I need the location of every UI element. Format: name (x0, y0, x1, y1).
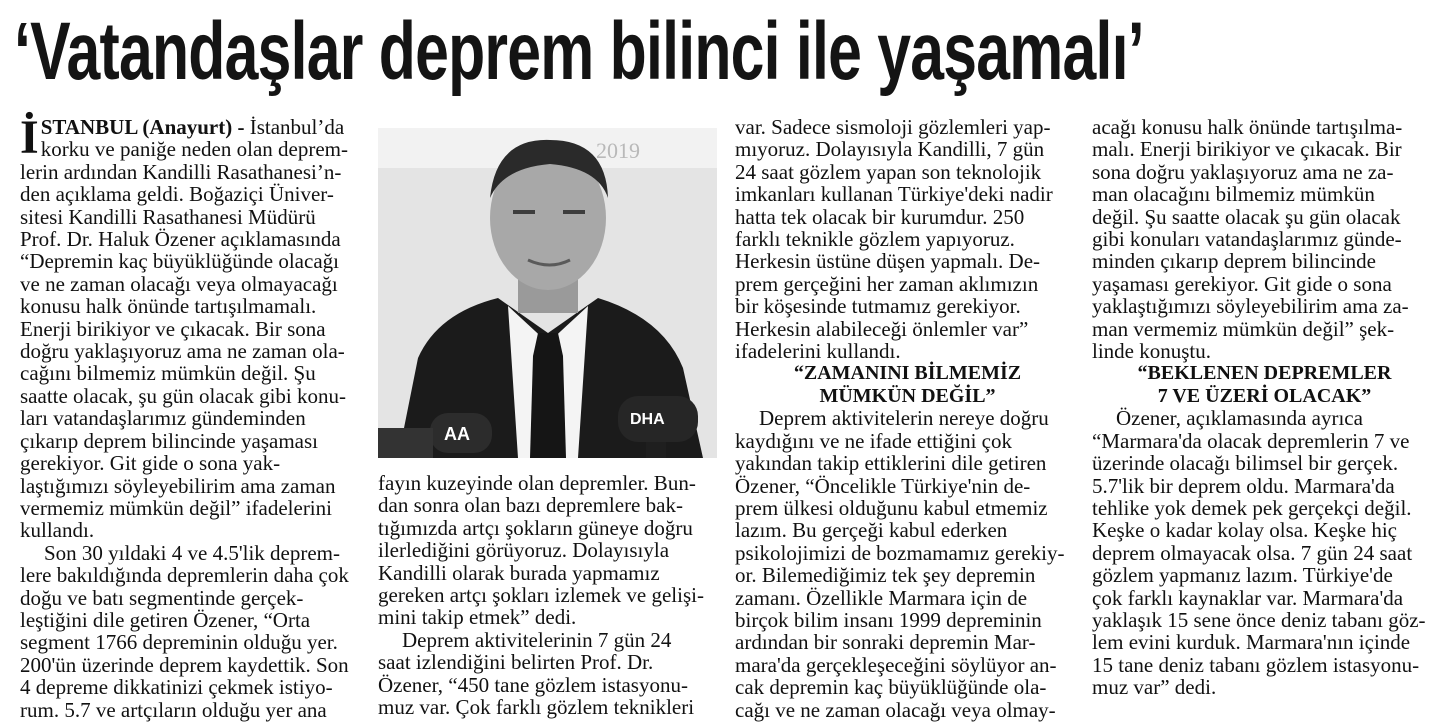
text-line: linde konuştu. (1092, 339, 1211, 364)
text-line: 24 saat gözlem yapan son teknolojik (735, 159, 1042, 184)
subheading-line: 7 VE ÜZERİ OLACAK” (1157, 384, 1372, 407)
text-line: Keşke o kadar kolay olsa. Keşke hiç (1092, 518, 1397, 543)
text-line: yakından takip ettiklerini dile getiren (735, 451, 1047, 476)
text-line: yaklaşık 15 sene önce deniz tabanı göz- (1092, 607, 1426, 632)
text-line: doğu ve batı segmentinde gerçek- (20, 585, 304, 610)
text-line: or. Bilemediğimiz tek şey depremin (735, 563, 1036, 588)
paragraph (1092, 407, 1437, 698)
text-line: man olacağını bilmemiz mümkün (1092, 182, 1375, 207)
text-line: mini takip etmek” dedi. (378, 605, 577, 630)
article-column-4 (1092, 116, 1437, 699)
text-line: farklı teknikle gözlem yapıyoruz. (735, 227, 1015, 252)
backdrop-text: 2019 (596, 138, 640, 163)
text-line: den açıklama geldi. Boğaziçi Üniver- (20, 182, 334, 207)
text-line: dan sonra olan bazı depremlere bak- (378, 493, 683, 518)
text-line: değil. Şu saatte olacak şu gün olacak (1092, 204, 1401, 229)
text-line: fayın kuzeyinde olan depremler. Bun- (378, 471, 696, 495)
subheading-line: “BEKLENEN DEPREMLER (1137, 362, 1392, 385)
text-line: ardından bir sonraki depremin Mar- (735, 630, 1036, 655)
text-line: saatte olacak, şu gün olacak gibi konu- (20, 383, 346, 408)
text-line: 5.7'lik bir deprem oldu. Marmara'da (1092, 473, 1395, 498)
text-line: Herkesin alabileceği önlemler var” (735, 316, 1029, 341)
text-line: ları vatandaşlarımız gündeminden (20, 406, 306, 431)
headline: ‘Vatandaşlar deprem bilinci ile yaşamalı’ (14, 6, 1144, 97)
press-conference-photo (378, 128, 717, 458)
text-line: Son 30 yıldaki 4 ve 4.5'lik deprem- (44, 540, 340, 565)
paragraph (1092, 116, 1437, 362)
text-line: Özener, açıklamasında ayrıca (1116, 406, 1363, 431)
text-line: Enerji birikiyor ve çıkacak. Bir sona (20, 316, 326, 341)
text-line: lem evini kurduk. Marmara'nın içinde (1092, 630, 1411, 655)
text-line: Kandilli olarak burada yapmamız (378, 560, 660, 585)
text-line: acağı konusu halk önünde tartışılma- (1092, 115, 1403, 139)
text-line: tığımızda artçı şokların güneye doğru (378, 515, 693, 540)
text-line: Deprem aktivitelerinin 7 gün 24 (402, 627, 672, 652)
text-line: Özener, “Öncelikle Türkiye'nin de- (735, 473, 1031, 498)
text-line: muz var. Çok farklı gözlem teknikleri (378, 695, 695, 720)
text-line: gereken artçı şokları izlemek ve gelişi- (378, 583, 704, 608)
text-line: gibi konuları vatandaşlarımız günde- (1092, 227, 1402, 252)
subheading-line: MÜMKÜN DEĞİL” (819, 384, 996, 407)
article-column-1 (20, 111, 365, 722)
text-line: yaklaştığımızı söyleyebilirim ama za- (1092, 294, 1409, 319)
text-line: sitesi Kandilli Rasathanesi Müdürü (20, 204, 316, 229)
text-line: İstanbul’da (244, 115, 345, 139)
text-line: 200'ün üzerinde deprem kaydettik. Son (20, 652, 349, 677)
text-line: konusu halk önünde tartışılmamalı. (20, 294, 317, 319)
text-line: ve ne zaman olacağı veya olmayacağı (20, 271, 338, 296)
paragraph (735, 116, 1080, 362)
text-line: Özener, “450 tane gözlem istasyonu- (378, 672, 688, 697)
text-line: malı. Enerji birikiyor ve çıkacak. Bir (1092, 137, 1402, 162)
text-line: cak depremin kaç büyüklüğünde ola- (735, 675, 1047, 700)
text-line: “Marmara'da olacak depremlerin 7 ve (1092, 428, 1410, 453)
text-line: doğru yaklaşıyoruz ama ne zaman ola- (20, 339, 345, 364)
text-line: tehlike yok demek pek gerçekçi değil. (1092, 495, 1412, 520)
mic-logo-left: AA (444, 424, 470, 444)
text-line: Herkesin üstüne düşen yapmalı. De- (735, 249, 1041, 274)
text-line: lere bakıldığında depremlerin daha çok (20, 563, 349, 588)
mic-logo-right: DHA (630, 411, 665, 428)
text-line: imkanları kullanan Türkiye'deki nadir (735, 182, 1053, 207)
paragraph (735, 407, 1080, 721)
text-line: üzerinde olacağı bilimsel bir gerçek. (1092, 451, 1399, 476)
portrait-illustration (378, 128, 717, 458)
text-line: vermemiz mümkün değil” ifadelerini (20, 495, 332, 520)
text-line: minden çıkarıp deprem bilincinde (1092, 249, 1376, 274)
text-line: çıkarıp deprem bilincinde yaşaması (20, 428, 318, 453)
lead-paragraph (20, 111, 365, 722)
dateline: STANBUL (Anayurt) - (40, 115, 245, 139)
text-line: man vermemiz mümkün değil” şek- (1092, 316, 1395, 341)
text-line: deprem olmayacak olsa. 7 gün 24 saat (1092, 540, 1413, 565)
drop-cap: İ (20, 111, 39, 164)
subheading-line: “ZAMANINI BİLMEMİZ (793, 362, 1022, 385)
text-line: psikolojimizi de bozmamamız gerekiy- (735, 540, 1065, 565)
text-line: Deprem aktivitelerin nereye doğru (759, 406, 1049, 431)
text-line: rum. 5.7 ve artçıların olduğu yer ana (20, 697, 327, 722)
text-line: muz var” dedi. (1092, 675, 1217, 700)
text-line: saat izlendiğini belirten Prof. Dr. (378, 650, 654, 675)
text-line: birçok bilim insanı 1999 depreminin (735, 607, 1042, 632)
section-subheading (735, 362, 1080, 407)
text-line: gerekiyor. Git gide o sona yak- (20, 451, 281, 476)
text-line: zamanı. Özellikle Marmara için de (735, 585, 1028, 610)
text-line: laştığımızı söyleyebilirim ama zaman (20, 473, 336, 498)
text-line: ifadelerini kullandı. (735, 339, 901, 364)
text-line: 4 depreme dikkatinizi çekmek istiyo- (20, 675, 333, 700)
text-line: hatta tek olacak bir kurumdur. 250 (735, 204, 1025, 229)
text-line: prem ülkesi olduğunu kabul etmemiz (735, 495, 1048, 520)
section-subheading (1092, 362, 1437, 407)
text-line: “Depremin kaç büyüklüğünde olacağı (20, 249, 339, 274)
text-line: bir köşesinde tutmamız gerekiyor. (735, 294, 1021, 319)
text-line: mara'da gerçekleşeceğini söylüyor an- (735, 652, 1057, 677)
text-line: ilerlediğini görüyoruz. Dolayısıyla (378, 538, 670, 563)
text-line: leştiğini dile getiren Özener, “Orta (20, 607, 311, 632)
text-line: prem gerçeğini her zaman aklımızın (735, 271, 1039, 296)
text-line: kaydığını ve ne ifade ettiğini çok (735, 428, 1012, 453)
article-column-2 (378, 472, 723, 718)
text-line: lazım. Bu gerçeği kabul ederken (735, 518, 1008, 543)
text-line: sona doğru yaklaşıyoruz ama ne za- (1092, 159, 1394, 184)
text-line: korku ve paniğe neden olan deprem- (40, 137, 348, 162)
paragraph (378, 472, 723, 718)
text-line: var. Sadece sismoloji gözlemleri yap- (735, 115, 1051, 139)
text-line: kullandı. (20, 518, 95, 543)
text-line: cağı ve ne zaman olacağı veya olmay- (735, 697, 1056, 722)
article-column-3 (735, 116, 1080, 721)
text-line: gözlem yapmanız lazım. Türkiye'de (1092, 563, 1393, 588)
text-line: lerin ardından Kandilli Rasathanesi’n- (20, 159, 342, 184)
text-line: 15 tane deniz tabanı gözlem istasyonu- (1092, 652, 1420, 677)
text-line: çok farklı kaynaklar var. Marmara'da (1092, 585, 1404, 610)
text-line: segment 1766 depreminin olduğu yer. (20, 630, 338, 655)
text-line: cağını bilmemiz mümkün değil. Şu (20, 361, 316, 386)
text-line: Prof. Dr. Haluk Özener açıklamasında (20, 227, 341, 252)
text-line: mıyoruz. Dolayısıyla Kandilli, 7 gün (735, 137, 1045, 162)
text-line: yaşaması gerekiyor. Git gide o sona (1092, 271, 1392, 296)
